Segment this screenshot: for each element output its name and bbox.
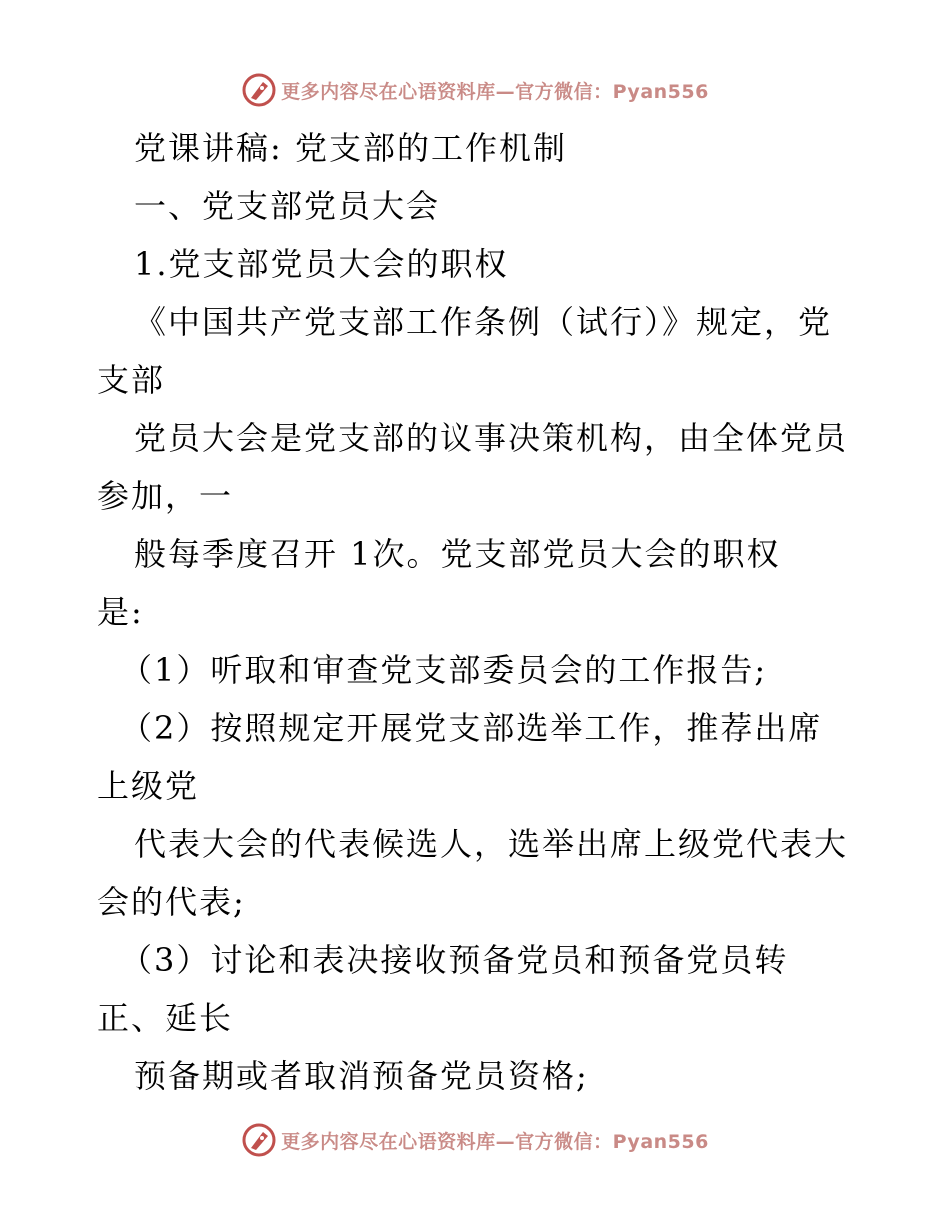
subsection-heading: 1.党支部党员大会的职权: [134, 245, 509, 283]
pen-nib-logo-icon: [241, 72, 277, 108]
footer-watermark-banner: [0, 1118, 950, 1162]
document-title: 党课讲稿: 党支部的工作机制: [134, 129, 567, 167]
body-line: 参加，一: [97, 477, 234, 515]
section-heading: 一、党支部党员大会: [134, 187, 441, 225]
body-line: 支部: [97, 361, 166, 399]
body-line: 会的代表;: [97, 883, 246, 921]
body-line: 般每季度召开 1次。党支部党员大会的职权: [134, 535, 781, 573]
body-line: 是:: [97, 593, 144, 631]
list-item: （1）听取和审查党支部委员会的工作报告;: [120, 651, 768, 689]
watermark-text: 更多内容尽在心语资料库—官方微信：Pyan556: [281, 80, 709, 103]
list-item: （2）按照规定开展党支部选举工作，推荐出席: [120, 709, 823, 747]
list-item: （3）讨论和表决接收预备党员和预备党员转: [120, 941, 789, 979]
body-line: 预备期或者取消预备党员资格;: [134, 1057, 589, 1095]
body-line: 《中国共产党支部工作条例（试行）》规定，党: [134, 303, 833, 341]
watermark-text: 更多内容尽在心语资料库—官方微信：Pyan556: [281, 1130, 709, 1153]
body-line: 党员大会是党支部的议事决策机构，由全体党员: [134, 419, 849, 457]
pen-nib-logo-icon: [241, 1122, 277, 1158]
header-watermark-banner: [0, 68, 950, 112]
body-line: 代表大会的代表候选人，选举出席上级党代表大: [134, 825, 849, 863]
body-line: 上级党: [97, 767, 200, 805]
body-line: 正、延长: [97, 999, 234, 1037]
